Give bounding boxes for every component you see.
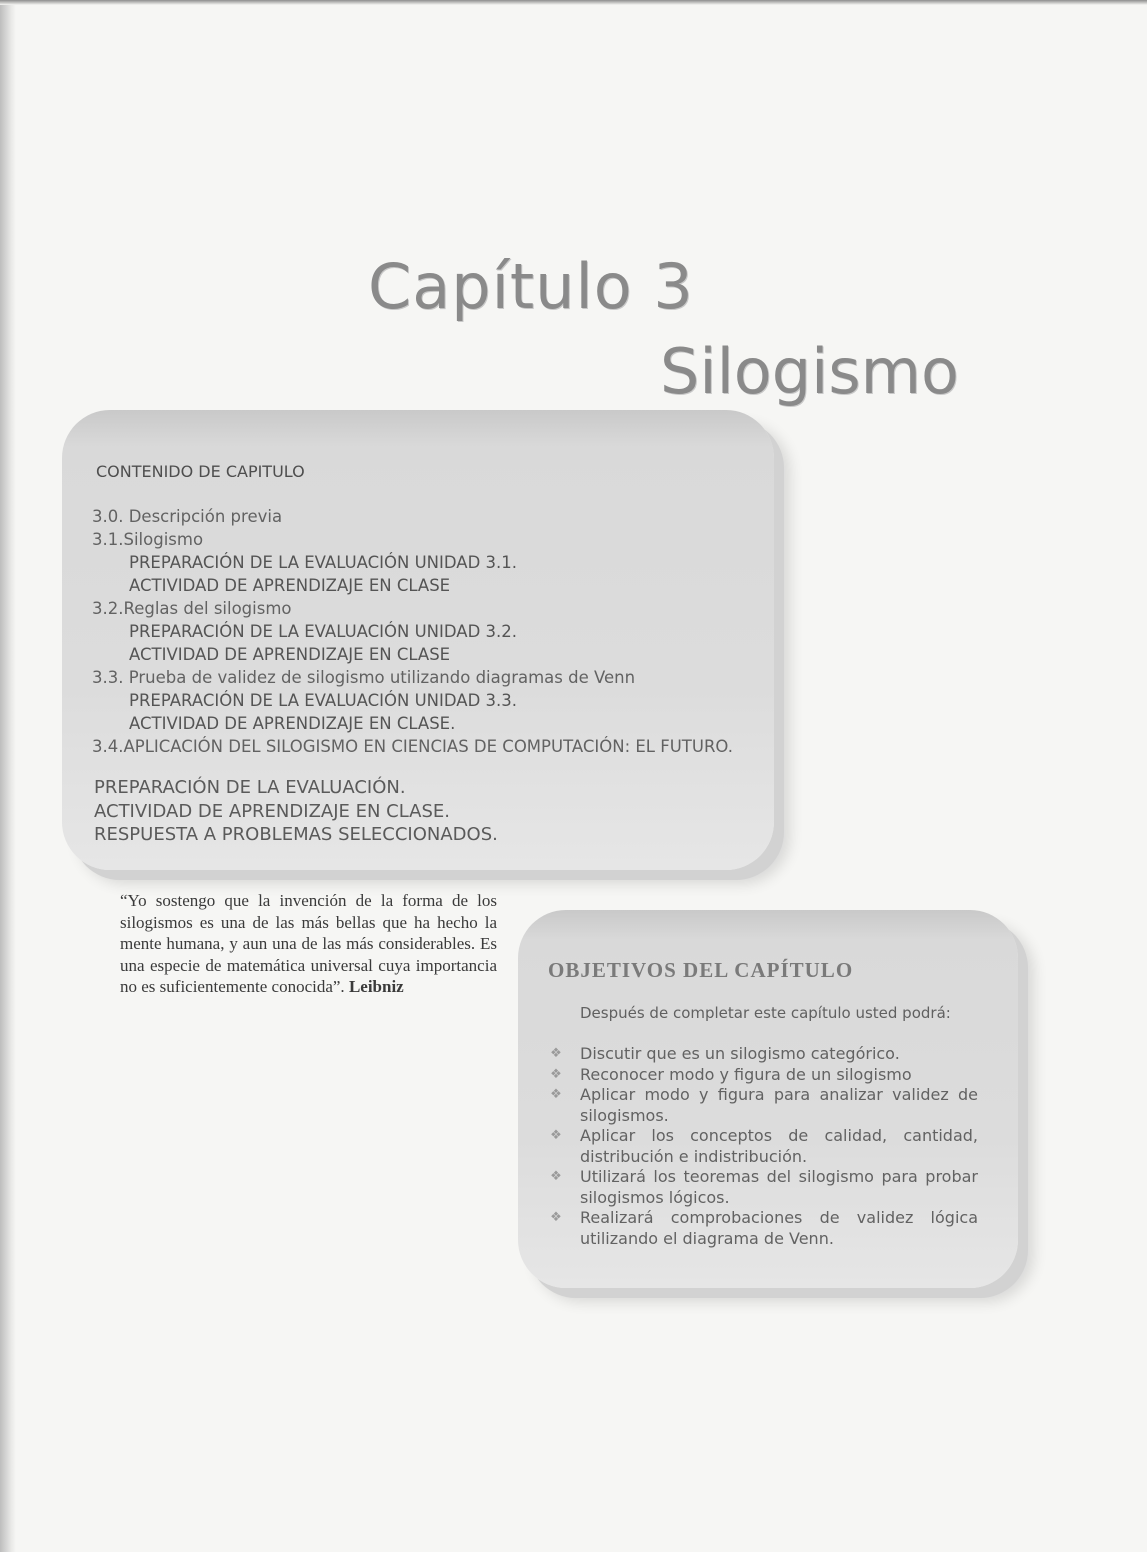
objective-item	[548, 1065, 978, 1086]
toc-list	[92, 505, 733, 758]
toc-subitem: PREPARACIÓN DE LA EVALUACIÓN UNIDAD 3.2.	[129, 622, 518, 641]
toc-subitem: PREPARACIÓN DE LA EVALUACIÓN UNIDAD 3.1.	[129, 553, 518, 572]
toc-final-item: ACTIVIDAD DE APRENDIZAJE EN CLASE.	[94, 800, 451, 822]
toc-subitem: ACTIVIDAD DE APRENDIZAJE EN CLASE	[129, 645, 451, 664]
diamond-bullet-icon: ❖	[550, 1210, 562, 1225]
objective-text: Aplicar los conceptos de calidad, cantidad, distribución e indistribución.	[580, 1126, 978, 1166]
objective-text: Utilizará los teoremas del silogismo para probar silogismos lógicos.	[580, 1167, 978, 1207]
toc-final-item: PREPARACIÓN DE LA EVALUACIÓN.	[94, 777, 406, 798]
objectives-list	[548, 1044, 978, 1249]
toc-item: 3.1.Silogismo	[92, 530, 204, 549]
diamond-bullet-icon: ❖	[550, 1169, 562, 1184]
objective-text: Discutir que es un silogismo categórico.	[580, 1044, 900, 1063]
objective-text: Aplicar modo y figura para analizar validez de silogismos.	[580, 1085, 978, 1125]
chapter-number: Capítulo 3	[368, 250, 694, 323]
contents-heading: CONTENIDO DE CAPITULO	[96, 462, 305, 481]
objective-item	[548, 1126, 978, 1167]
toc-item: 3.3. Prueba de validez de silogismo utilizando diagramas de Venn	[92, 668, 636, 687]
toc-subitem: PREPARACIÓN DE LA EVALUACIÓN UNIDAD 3.3.	[129, 691, 518, 710]
toc-final-list	[94, 776, 498, 847]
objective-item	[548, 1044, 978, 1065]
toc-item: 3.4.APLICACIÓN DEL SILOGISMO EN CIENCIAS DE COMPUTACIÓN: EL FUTURO.	[92, 737, 733, 756]
objective-item	[548, 1167, 978, 1208]
quote-text: “Yo sostengo que la invención de la forma de los silogismos es una de las más bellas que ha hecho la mente humana, y aun una de las más considerables. Es una especie de matemática universal cuya importancia no es suficientemente conocida”.	[120, 891, 497, 996]
toc-final-item: RESPUESTA A PROBLEMAS SELECCIONADOS.	[94, 824, 498, 845]
toc-subitem: ACTIVIDAD DE APRENDIZAJE EN CLASE	[129, 576, 451, 595]
objective-text: Reconocer modo y figura de un silogismo	[580, 1064, 912, 1084]
diamond-bullet-icon: ❖	[550, 1128, 562, 1143]
toc-item: 3.0. Descripción previa	[92, 507, 283, 526]
objective-text: Realizará comprobaciones de validez lógica utilizando el diagrama de Venn.	[580, 1208, 978, 1248]
leibniz-quote	[120, 890, 497, 998]
toc-item: 3.2.Reglas del silogismo	[92, 599, 292, 618]
objective-item	[548, 1085, 978, 1126]
page-edge-shadow	[0, 0, 16, 1552]
objective-item	[548, 1208, 978, 1249]
diamond-bullet-icon: ❖	[550, 1066, 562, 1082]
diamond-bullet-icon: ❖	[550, 1087, 562, 1102]
objectives-intro: Después de completar este capítulo usted podrá:	[580, 1004, 951, 1022]
quote-author: Leibniz	[348, 977, 404, 996]
page-top-edge	[0, 0, 1147, 5]
diamond-bullet-icon: ❖	[550, 1046, 562, 1061]
toc-subitem: ACTIVIDAD DE APRENDIZAJE EN CLASE.	[129, 714, 456, 733]
objectives-heading: OBJETIVOS DEL CAPÍTULO	[548, 958, 854, 982]
chapter-title: Silogismo	[660, 335, 959, 408]
